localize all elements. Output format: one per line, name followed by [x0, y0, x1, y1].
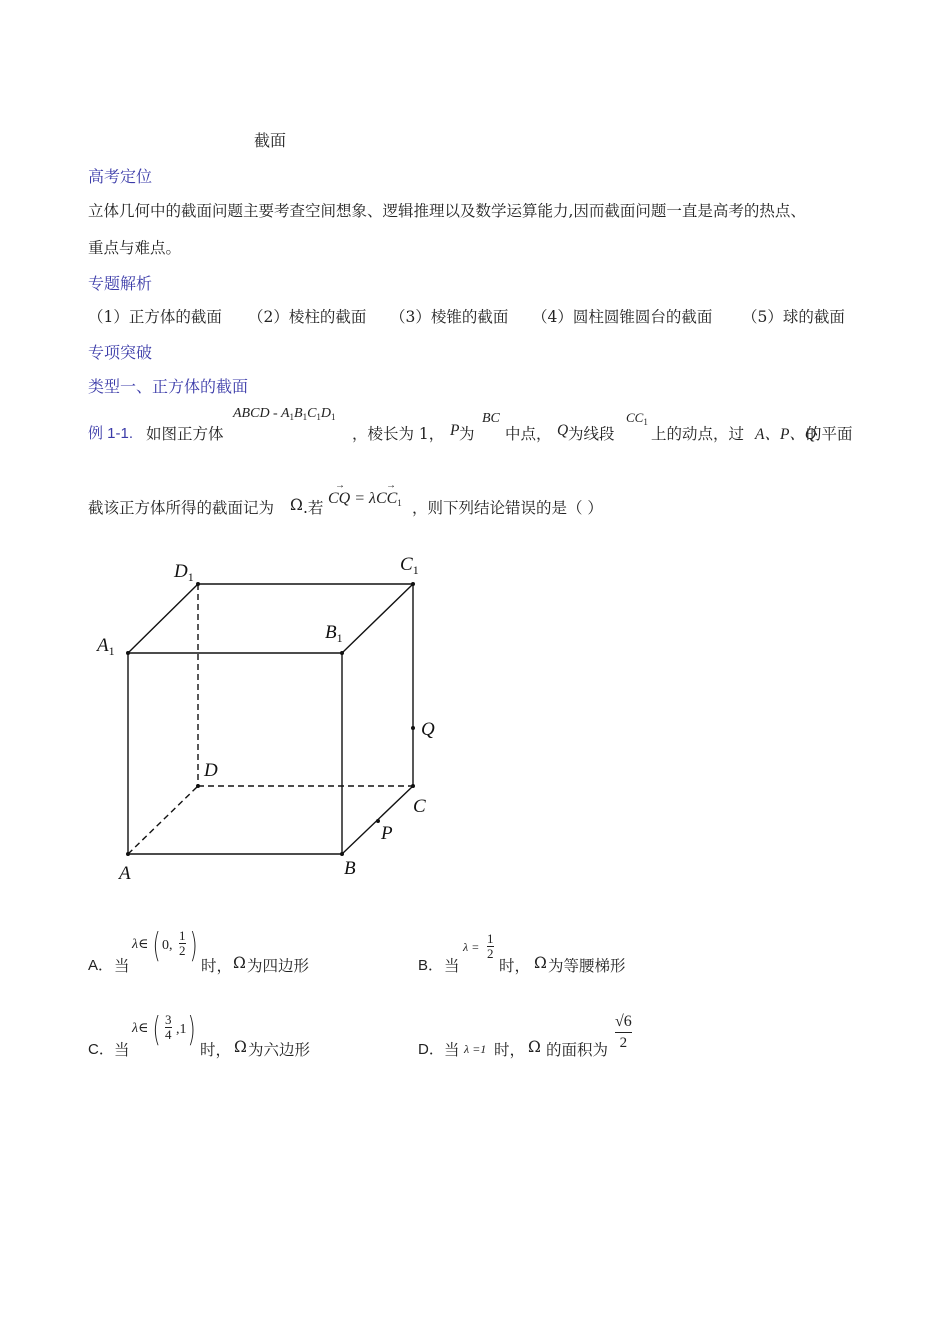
option-b-label: B．: [418, 957, 444, 974]
edge-text: ，棱长为 1，: [352, 425, 445, 443]
breakthrough-heading: 专项突破: [88, 343, 153, 362]
cube-figure: [90, 550, 450, 890]
segment-bc: BC: [482, 411, 500, 426]
topic-2: （2）棱柱的截面: [248, 308, 367, 326]
cube-name: ABCD - $A_1B_1C_1D_1$: [233, 406, 336, 422]
label-a1: $A_1$: [97, 635, 115, 658]
vertex-a1: [126, 651, 130, 655]
plane-text: 的平面: [806, 425, 853, 443]
label-p: P: [381, 823, 393, 844]
point-p-dot: [376, 819, 380, 823]
line2-c: ，则下列结论错误的是（ ）: [412, 499, 603, 517]
vertex-a: [126, 852, 130, 856]
label-a: A: [119, 863, 131, 884]
label-d: D: [204, 760, 218, 781]
positioning-text-1: 立体几何中的截面问题主要考查空间想象、逻辑推理以及数学运算能力,因而截面问题一直是高考的热点、: [88, 202, 806, 220]
edge-a-d-hidden: [128, 786, 198, 854]
topic-5: （5）球的截面: [742, 308, 845, 326]
vector-equation: → → CQ = λCC$_1$: [328, 480, 402, 508]
vertex-d1: [196, 582, 200, 586]
label-q: Q: [421, 719, 435, 740]
moving-text: 上的动点，过: [651, 425, 745, 443]
option-c-fraction: $\frac{3}{4}$: [165, 1012, 172, 1042]
vertex-c: [411, 784, 415, 788]
label-d1: $D_1$: [174, 561, 194, 584]
positioning-text-2: 重点与难点。: [88, 239, 182, 257]
example-label: 例 1-1.: [88, 425, 134, 442]
topic-3: （3）棱锥的截面: [390, 308, 509, 326]
edge-b1-c1: [342, 584, 413, 653]
option-b-fraction: $\frac{1}{2}$: [487, 931, 494, 961]
vertex-c1: [411, 582, 415, 586]
option-d-fraction: $\frac{√6}{2}$: [615, 1013, 632, 1051]
option-d-label: D．: [418, 1041, 444, 1058]
label-c: C: [413, 796, 426, 817]
analysis-heading: 专题解析: [88, 274, 153, 293]
point-q-dot: [411, 726, 415, 730]
omega-symbol: Ω: [290, 496, 303, 514]
page-title: 截面: [254, 131, 287, 150]
line2-a: 截该正方体所得的截面记为: [88, 499, 275, 517]
topic-1: （1）正方体的截面: [88, 308, 222, 326]
point-p: P: [450, 422, 460, 439]
positioning-heading: 高考定位: [88, 167, 153, 186]
option-c-label: C．: [88, 1041, 114, 1058]
mid-text-2: 中点，: [505, 425, 552, 443]
topic-4: （4）圆柱圆锥圆台的截面: [532, 308, 713, 326]
segment-cc1: $CC_1$: [626, 410, 648, 427]
seg-text: 为线段: [568, 425, 615, 443]
label-b1: $B_1$: [325, 622, 343, 645]
vertex-b: [340, 852, 344, 856]
label-b: B: [344, 858, 356, 879]
line2-b: .若: [303, 499, 324, 517]
example-intro: 如图正方体: [146, 425, 224, 443]
label-c1: $C_1$: [400, 554, 419, 577]
type-heading: 类型一、正方体的截面: [88, 377, 249, 396]
vertex-b1: [340, 651, 344, 655]
points-apq: A、P、Q: [755, 426, 817, 443]
option-a-label: A．: [88, 957, 114, 974]
point-q: Q: [557, 422, 569, 439]
mid-text: 为: [459, 425, 475, 443]
edge-a1-d1: [128, 584, 198, 653]
option-a-fraction: $\frac{1}{2}$: [179, 928, 186, 958]
vertex-d: [196, 784, 200, 788]
